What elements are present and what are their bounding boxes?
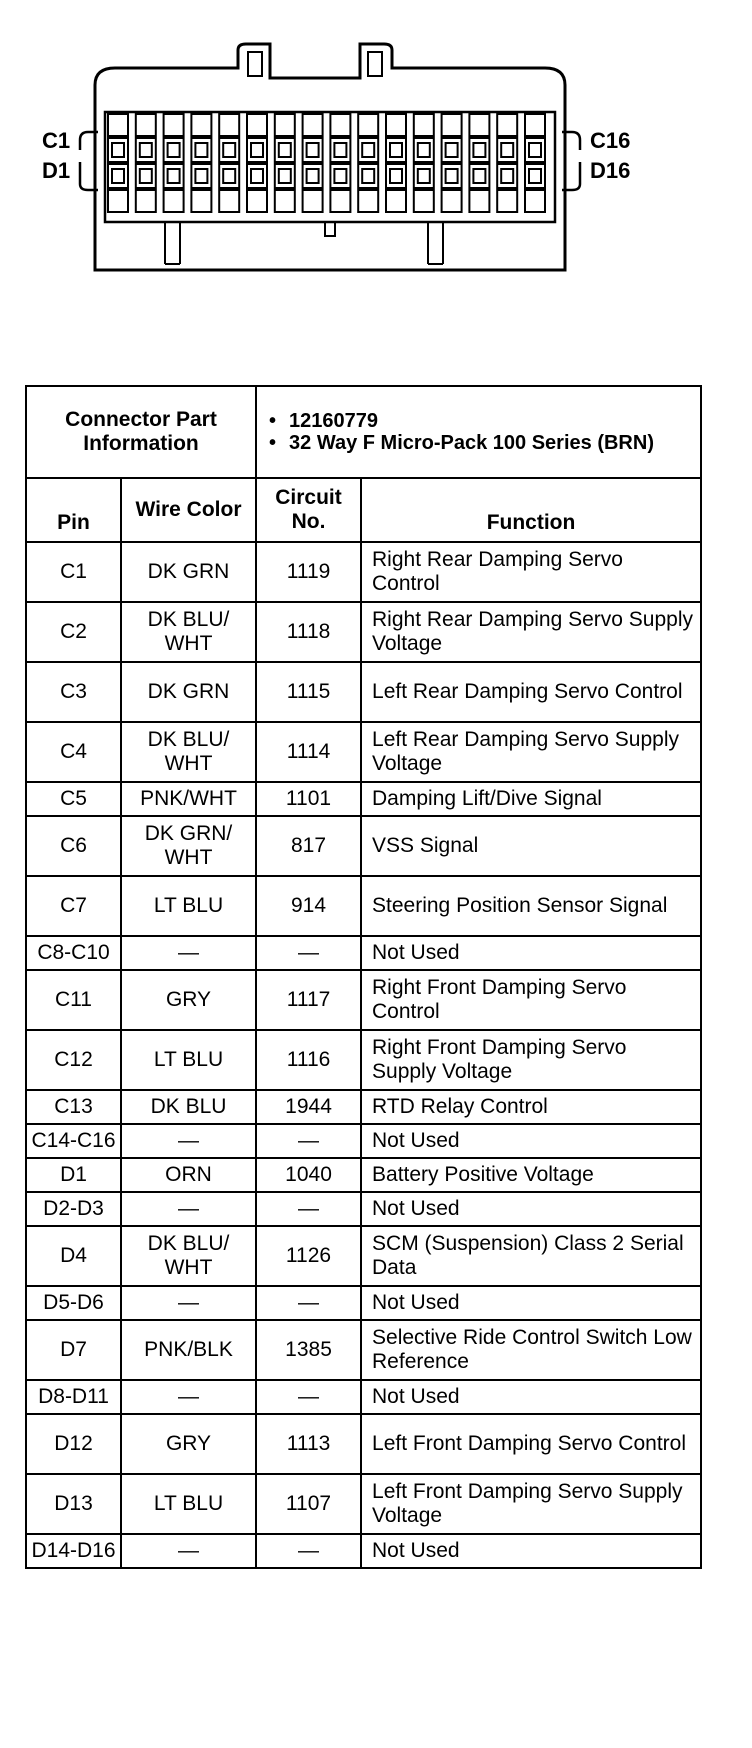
pin-cell: C4 [26,722,121,782]
function-cell: Damping Lift/Dive Signal [361,782,701,816]
pin-cavity [219,114,239,136]
table-row [26,662,701,722]
function-cell: Battery Positive Voltage [361,1158,701,1192]
function-cell: Not Used [361,1192,701,1226]
pin-cavity [303,190,323,212]
wire-color-cell: ORN [121,1158,256,1192]
pin-terminal [112,143,124,157]
function-cell: Left Front Damping Servo Control [361,1414,701,1474]
pin-cell: D13 [26,1474,121,1534]
pin-cell: C3 [26,662,121,722]
pin-cell: C13 [26,1090,121,1124]
pin-cavity [414,114,434,136]
table-row [26,1030,701,1090]
label-c16: C16 [590,128,631,153]
pin-cavity [303,114,323,136]
circuit-no-cell: 1114 [256,722,361,782]
wire-color-cell: DK GRN [121,542,256,602]
header-circuit-no: Circuit No. [256,478,361,542]
pin-cavity [108,114,128,136]
pin-cavity [525,114,545,136]
pin-terminal [223,143,235,157]
pin-cavity [414,190,434,212]
function-cell: Left Rear Damping Servo Control [361,662,701,722]
part-number: • 12160779 [289,410,696,432]
pin-cavity [525,190,545,212]
wire-color-cell: GRY [121,1414,256,1474]
pin-terminal [473,143,485,157]
pin-cell: D12 [26,1414,121,1474]
pin-terminal [168,169,180,183]
pin-cell: D4 [26,1226,121,1286]
function-cell: Not Used [361,1534,701,1568]
pin-cell: C11 [26,970,121,1030]
pin-terminal [529,169,541,183]
label-d16: D16 [590,158,631,183]
circuit-no-cell: — [256,1192,361,1226]
pin-terminal [279,143,291,157]
connector-description: • 32 Way F Micro-Pack 100 Series (BRN) [289,432,696,454]
pin-terminal [279,169,291,183]
pin-terminal [446,169,458,183]
pin-cavity [108,190,128,212]
table-row [26,816,701,876]
part-info-title-text: Connector Part Information [65,408,217,455]
pin-cavity [497,114,517,136]
pin-cavity [386,114,406,136]
pin-terminal [390,143,402,157]
circuit-no-cell: — [256,1286,361,1320]
pin-cell: C2 [26,602,121,662]
pin-cavity [330,190,350,212]
function-cell: Right Rear Damping Servo Supply Voltage [361,602,701,662]
wire-color-cell: DK GRN [121,662,256,722]
column-header-row [26,478,701,542]
wire-color-cell: DK GRN/ WHT [121,816,256,876]
function-cell: RTD Relay Control [361,1090,701,1124]
pin-cell: C6 [26,816,121,876]
pin-cavity [164,190,184,212]
pin-cavity [136,114,156,136]
pin-terminal [251,169,263,183]
table-row [26,1192,701,1226]
pin-cavity [247,114,267,136]
pin-terminal [140,169,152,183]
pin-cavity [219,190,239,212]
pin-terminal [334,169,346,183]
circuit-no-cell: 1119 [256,542,361,602]
circuit-no-cell: 1118 [256,602,361,662]
pin-cell: C8-C10 [26,936,121,970]
wire-color-cell: GRY [121,970,256,1030]
table-row [26,1474,701,1534]
part-info-row [26,386,701,478]
wire-color-cell: DK BLU/ WHT [121,722,256,782]
function-cell: Right Front Damping Servo Control [361,970,701,1030]
table-row [26,1380,701,1414]
part-info-title [26,386,256,478]
function-cell: Right Rear Damping Servo Control [361,542,701,602]
function-cell: Selective Ride Control Switch Low Reference [361,1320,701,1380]
function-cell: Left Front Damping Servo Supply Voltage [361,1474,701,1534]
header-function: Function [361,478,701,542]
pin-cavity [191,114,211,136]
pin-terminal [362,169,374,183]
function-cell: SCM (Suspension) Class 2 Serial Data [361,1226,701,1286]
table-row [26,542,701,602]
connector-diagram [0,0,752,300]
circuit-no-cell: 1115 [256,662,361,722]
circuit-no-cell: 1113 [256,1414,361,1474]
pin-cell: D7 [26,1320,121,1380]
table-row [26,970,701,1030]
table-row [26,722,701,782]
table-row [26,1286,701,1320]
pin-terminal [307,169,319,183]
circuit-no-cell: — [256,1380,361,1414]
pin-cell: D2-D3 [26,1192,121,1226]
pin-terminal [473,169,485,183]
function-cell: Not Used [361,1286,701,1320]
pin-terminal [307,143,319,157]
wire-color-cell: LT BLU [121,1030,256,1090]
connector-pinout-table [25,385,702,1569]
pin-terminal [529,143,541,157]
function-cell: VSS Signal [361,816,701,876]
label-c1: C1 [42,128,71,153]
wire-color-cell: — [121,1124,256,1158]
function-cell: Right Front Damping Servo Supply Voltage [361,1030,701,1090]
pin-terminal [390,169,402,183]
wire-color-cell: PNK/BLK [121,1320,256,1380]
table-row [26,1158,701,1192]
circuit-no-cell: — [256,936,361,970]
pin-terminal [334,143,346,157]
wire-color-cell: LT BLU [121,876,256,936]
table-row [26,1090,701,1124]
table-row [26,1414,701,1474]
pin-terminal [446,143,458,157]
wire-color-cell: — [121,1286,256,1320]
function-cell: Steering Position Sensor Signal [361,876,701,936]
pin-cell: D8-D11 [26,1380,121,1414]
circuit-no-cell: 1126 [256,1226,361,1286]
wire-color-cell: — [121,1380,256,1414]
circuit-no-cell: 1385 [256,1320,361,1380]
pin-cavity [442,190,462,212]
wire-color-cell: DK BLU [121,1090,256,1124]
table-row [26,602,701,662]
wire-color-cell: DK BLU/ WHT [121,1226,256,1286]
wire-color-cell: — [121,1534,256,1568]
pin-terminal [168,143,180,157]
pin-cell: D5-D6 [26,1286,121,1320]
function-cell: Not Used [361,1380,701,1414]
header-wire-color: Wire Color [121,478,256,542]
pin-terminal [501,143,513,157]
pin-terminal [418,169,430,183]
pin-cavity-grid [108,114,545,212]
pin-cavity [358,114,378,136]
pin-terminal [140,143,152,157]
pin-cavity [247,190,267,212]
wire-color-cell: PNK/WHT [121,782,256,816]
pin-terminal [223,169,235,183]
pin-cell: C14-C16 [26,1124,121,1158]
pin-cavity [164,114,184,136]
pin-cavity [330,114,350,136]
circuit-no-cell: 1944 [256,1090,361,1124]
table-row [26,1124,701,1158]
pin-cavity [469,190,489,212]
header-pin: Pin [26,478,121,542]
circuit-no-cell: — [256,1124,361,1158]
circuit-no-cell: 1040 [256,1158,361,1192]
part-info-list [261,406,696,459]
circuit-no-cell: 1107 [256,1474,361,1534]
pin-terminal [362,143,374,157]
circuit-no-cell: 817 [256,816,361,876]
table-row [26,876,701,936]
table-row [26,1226,701,1286]
pin-cavity [275,190,295,212]
table-row [26,782,701,816]
pin-terminal [112,169,124,183]
function-cell: Left Rear Damping Servo Supply Voltage [361,722,701,782]
pin-terminal [195,169,207,183]
function-cell: Not Used [361,936,701,970]
circuit-no-cell: 1117 [256,970,361,1030]
pin-cell: C1 [26,542,121,602]
function-cell: Not Used [361,1124,701,1158]
wire-color-cell: DK BLU/ WHT [121,602,256,662]
table-row [26,1320,701,1380]
pin-cavity [191,190,211,212]
wire-color-cell: — [121,1192,256,1226]
table-row [26,1534,701,1568]
label-d1: D1 [42,158,71,183]
circuit-no-cell: 1116 [256,1030,361,1090]
pin-cavity [358,190,378,212]
pin-cavity [442,114,462,136]
pin-terminal [195,143,207,157]
pin-terminal [418,143,430,157]
circuit-no-cell: — [256,1534,361,1568]
pin-cell: D1 [26,1158,121,1192]
pin-cavity [275,114,295,136]
circuit-no-cell: 914 [256,876,361,936]
circuit-no-cell: 1101 [256,782,361,816]
pin-cell: D14-D16 [26,1534,121,1568]
pin-cavity [469,114,489,136]
pin-cavity [386,190,406,212]
wire-color-cell: LT BLU [121,1474,256,1534]
pin-terminal [251,143,263,157]
part-info-details [256,386,701,478]
pin-cell: C7 [26,876,121,936]
pin-cavity [497,190,517,212]
pin-cell: C5 [26,782,121,816]
pin-terminal [501,169,513,183]
pin-cell: C12 [26,1030,121,1090]
table-row [26,936,701,970]
pin-cavity [136,190,156,212]
wire-color-cell: — [121,936,256,970]
